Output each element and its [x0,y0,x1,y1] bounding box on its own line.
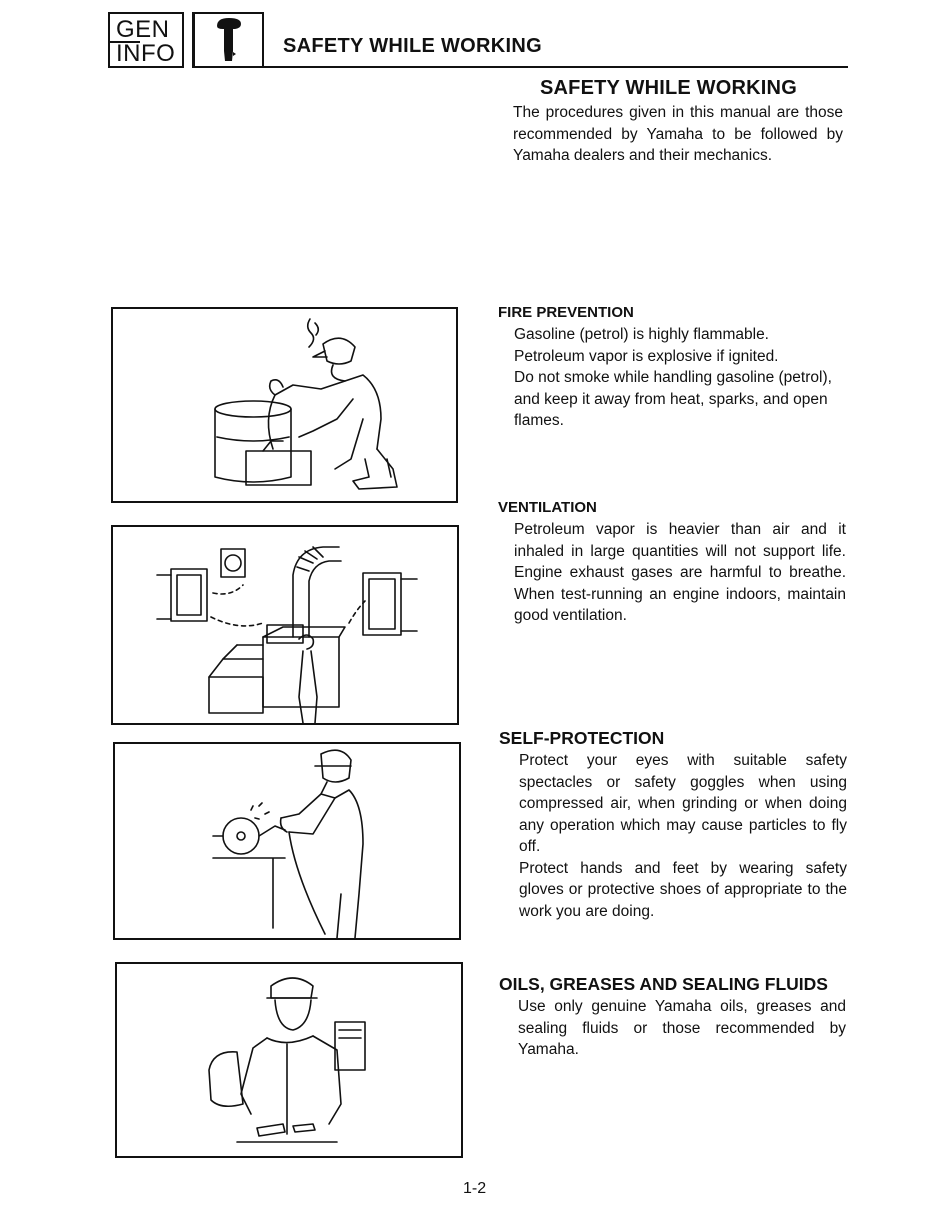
mechanic-pouring-gasoline-illustration [111,307,458,503]
gen-info-tag-line1: GEN [116,16,170,43]
page-title: SAFETY WHILE WORKING [540,77,797,99]
section-body-oils-greases [518,996,846,1061]
oils-greases-paragraph: Use only genuine Yamaha oils, greases and sealing fluids or those recommended by Yamaha. [518,998,846,1058]
section-title-ventilation: VENTILATION [498,499,597,516]
section-title-self-protection: SELF-PROTECTION [499,728,665,748]
fire-prevention-line: Petroleum vapor is explosive if ignited. [514,347,779,365]
ventilation-paragraph: Petroleum vapor is heavier than air and it inhaled in large quantities will not support life. Engine exhaust gases are harmful to breathe. When test-running an engine indoors, maintain good ventilation. [514,521,846,624]
page-number: 1-2 [463,1180,487,1197]
fire-prevention-line: Do not smoke while handling gasoline (petrol), and keep it away from heat, sparks, and open flames. [514,369,832,429]
fire-prevention-line: Gasoline (petrol) is highly flammable. [514,326,769,343]
section-title-fire-prevention: FIRE PREVENTION [498,304,634,321]
self-protection-paragraph: Protect your eyes with suitable safety spectacles or safety goggles when using compressed air, when grinding or when doing any operation which may cause particles to fly off. [519,752,847,855]
mechanic-grinding-with-goggles-illustration [113,742,461,940]
gen-info-tag-line2: INFO [116,40,176,67]
header-section-title: SAFETY WHILE WORKING [283,35,542,57]
intro-paragraph: The procedures given in this manual are those recommended by Yamaha to be followed by Yamaha dealers and their mechanics. [513,104,843,164]
self-protection-paragraph: Protect hands and feet by wearing safety gloves or protective shoes of appropriate to the work you are doing. [519,859,847,920]
section-title-oils-greases: OILS, GREASES AND SEALING FLUIDS [499,974,828,994]
outboard-motor-icon [192,12,264,68]
gen-info-tag [108,12,184,68]
section-body-fire-prevention [514,324,854,432]
section-body-ventilation [514,519,846,627]
header-rule [264,66,848,68]
section-body-self-protection [519,750,847,922]
engine-test-room-ventilation-illustration [111,525,459,725]
mechanic-holding-yamaha-oil-illustration [115,962,463,1158]
